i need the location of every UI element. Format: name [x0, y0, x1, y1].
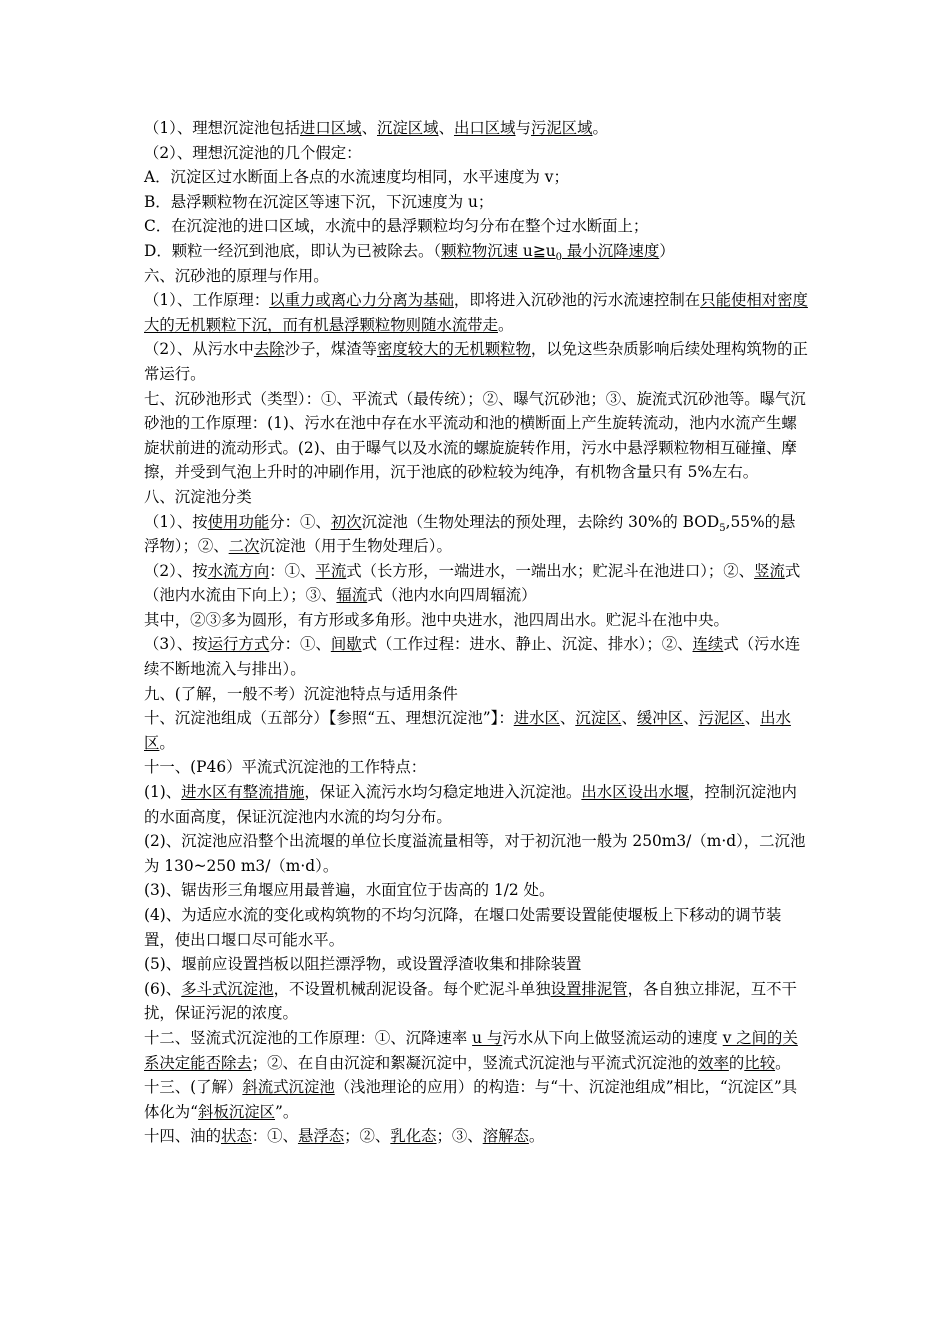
text-run: ，不设置机械刮泥设备。每个贮泥斗单独 — [273, 979, 551, 998]
subscript-text: 5 — [719, 522, 726, 534]
underlined-text: 运行方式 — [207, 635, 270, 654]
underlined-text: 使用功能 — [207, 512, 270, 531]
paragraph — [144, 755, 810, 780]
text-run: 、 — [438, 119, 454, 137]
underlined-text: 斜流式沉淀池 — [242, 1078, 335, 1097]
underlined-text: 平流 — [315, 561, 347, 580]
paragraph — [144, 903, 810, 952]
underlined-text: 效率 — [698, 1053, 729, 1072]
text-run: 沉淀池（生物处理法的预处理，去除约 30%的 BOD — [361, 512, 720, 531]
text-run: 其中，②③多为圆形，有方形或多角形。池中央进水，池四周出水。贮泥斗在池中央。 — [144, 610, 729, 629]
underlined-text: 状态 — [220, 1127, 252, 1146]
underlined-text: 沉淀区域 — [376, 119, 439, 137]
underlined-text: 去除 — [253, 340, 285, 359]
text-run: 九、(了解，一般不考）沉淀池特点与适用条件 — [144, 684, 458, 703]
text-run: ，各自独立排泥，互不干扰，保证污泥的浓度。 — [144, 979, 797, 1023]
underlined-text: u 与 — [472, 1028, 503, 1047]
underlined-text: 竖流 — [754, 561, 785, 580]
underlined-text: 颗粒物沉速 u≧u — [441, 241, 556, 260]
paragraph — [144, 632, 810, 681]
text-run: 的 — [728, 1053, 745, 1072]
text-run: 分：①、 — [269, 512, 331, 531]
paragraph — [144, 682, 810, 707]
text-run: 式（工作过程：进水、静止、沉淀、排水）；②、 — [361, 635, 693, 654]
underlined-text: 出水区设出水堰 — [581, 783, 690, 802]
paragraph — [144, 952, 810, 977]
text-run: ，即将进入沉砂池的污水流速控制在 — [453, 291, 701, 310]
text-run: (6)、 — [144, 979, 182, 998]
text-run: (1)、 — [144, 783, 182, 802]
text-run: 。 — [498, 315, 514, 334]
text-run: (4)、为适应水流的变化或构筑物的不均匀沉降，在堰口处需要设置能使堰板上下移动的调节装置，使出口堰口尽可能水平。 — [144, 906, 782, 949]
text-run: ；②、在自由沉淀和絮凝沉淀中，竖流式沉淀池与平流式沉淀池的 — [251, 1053, 699, 1072]
paragraph — [144, 878, 810, 903]
underlined-text: 污泥区域 — [530, 119, 593, 137]
underlined-text: v 之间的关系决定能否除去 — [144, 1028, 798, 1072]
underlined-text: 设置排泥管 — [550, 979, 628, 998]
underlined-text: 二次 — [228, 537, 260, 556]
text-run: 六、沉砂池的原理与作用。 — [144, 266, 329, 285]
text-run: (2)、沉淀池应沿整个出流堰的单位长度溢流量相等，对于初沉池一般为 250m3/（m·d），二沉池为 130~250 m3/（m·d）。 — [144, 832, 806, 875]
paragraph — [144, 829, 810, 878]
text-run: （2）、按 — [144, 561, 208, 580]
text-run: 、 — [361, 119, 377, 137]
paragraph — [144, 559, 810, 608]
text-run: （浅池理论的应用）的构造：与“十、沉淀池组成”相比，“沉淀区”具体化为“ — [144, 1078, 798, 1121]
underlined-text: 进口区域 — [300, 119, 362, 137]
paragraph — [144, 780, 810, 829]
underlined-text: 比较 — [744, 1053, 776, 1072]
paragraph — [144, 165, 810, 190]
paragraph — [144, 1075, 810, 1124]
document-body — [144, 116, 810, 1149]
text-run: 式（长方形，一端进水，一端出水；贮泥斗在池进口）；②、 — [346, 561, 755, 580]
underlined-text: 初次 — [330, 512, 362, 531]
paragraph — [144, 1124, 810, 1149]
text-run: 十三、(了解） — [144, 1078, 243, 1097]
text-run: 沙子，煤渣等 — [284, 340, 377, 359]
underlined-text: 水流方向 — [207, 561, 270, 580]
text-run: 十四、油的 — [144, 1127, 221, 1146]
underlined-text: 只能使相对密度大的无机颗粒下沉，而有机悬浮颗粒物则随水流带走 — [144, 291, 808, 334]
text-run: 、 — [683, 709, 699, 728]
text-run: ：①、 — [251, 1127, 298, 1146]
subscript-text: 0 — [555, 252, 563, 264]
text-run: 、 — [621, 709, 637, 728]
paragraph — [144, 214, 810, 239]
text-run: 分：①、 — [269, 635, 331, 654]
paragraph — [144, 1026, 810, 1075]
text-run: ，以免这些杂质影响后续处理构筑物的正常运行。 — [144, 340, 808, 383]
text-run: 沉淀池（用于生物处理后）。 — [259, 537, 452, 556]
paragraph — [144, 288, 810, 337]
underlined-text: 进水区有整流措施 — [181, 783, 305, 802]
underlined-text: 缓冲区 — [636, 709, 684, 728]
paragraph — [144, 141, 810, 166]
text-run: 与 — [515, 119, 531, 137]
underlined-text: 间歇 — [330, 635, 362, 654]
underlined-text: 斜板沉淀区 — [198, 1102, 276, 1121]
underlined-text: 悬浮态 — [297, 1127, 345, 1146]
text-run: （2）、理想沉淀池的几个假定： — [144, 143, 362, 162]
text-run: （3）、按 — [144, 635, 208, 654]
paragraph — [144, 337, 810, 386]
paragraph — [144, 977, 810, 1026]
paragraph — [144, 239, 810, 264]
underlined-text: 出水区 — [144, 709, 791, 752]
underlined-text: 最小沉降速度 — [562, 241, 660, 260]
paragraph — [144, 387, 810, 485]
text-run: ,55%的悬浮物）；②、 — [144, 512, 796, 556]
text-run: 式（池内水流由下向上）；③、 — [144, 561, 801, 605]
text-run: ，控制沉淀池内的水面高度，保证沉淀池内水流的均匀分布。 — [144, 783, 797, 826]
text-run: 八、沉淀池分类 — [144, 487, 252, 506]
text-run: (3)、锯齿形三角堰应用最普遍，水面宜位于齿高的 1/2 处。 — [144, 881, 555, 900]
text-run: B．悬浮颗粒物在沉淀区等速下沉，下沉速度为 u； — [144, 192, 494, 211]
text-run: 十、沉淀池组成（五部分）【参照“五、理想沉淀池”】： — [144, 709, 514, 728]
underlined-text: 多斗式沉淀池 — [181, 979, 274, 998]
paragraph — [144, 706, 810, 755]
underlined-text: 污泥区 — [698, 709, 745, 728]
text-run: ”。 — [275, 1102, 299, 1121]
text-run: （1）、按 — [144, 512, 208, 531]
text-run: ：①、 — [269, 561, 316, 580]
text-run: 。 — [528, 1127, 545, 1146]
text-run: 。 — [159, 733, 175, 752]
text-run: ） — [659, 241, 675, 260]
text-run: 污水从下向上做竖流运动的速度 — [502, 1028, 723, 1047]
text-run: 十二、竖流式沉淀池的工作原理：①、沉降速率 — [144, 1028, 473, 1047]
text-run: ；②、 — [344, 1127, 391, 1146]
text-run: （1）、理想沉淀池包括 — [144, 119, 300, 137]
text-run: 。 — [592, 119, 608, 137]
text-run: 、 — [559, 709, 576, 728]
text-run: ，保证入流污水均匀稳定地进入沉淀池。 — [304, 783, 582, 802]
text-run: ；③、 — [436, 1127, 483, 1146]
underlined-text: 溶解态 — [482, 1127, 529, 1146]
text-run: （1）、工作原理： — [144, 291, 270, 310]
text-run: A．沉淀区过水断面上各点的水流速度均相同，水平速度为 v； — [144, 168, 569, 187]
text-run: 式（污水连续不断地流入与排出）。 — [144, 635, 801, 679]
text-run: 七、沉砂池形式（类型）：①、平流式（最传统）；②、曝气沉砂池；③、旋流式沉砂池等。曝气沉砂池的工作原理：(1)、污水在池中存在水平流动和池的横断面上产生旋转流动，池内水流产生螺旋状前进的流动形式。(2)、由于曝气以及水流的螺旋旋转作用，污水中悬浮颗粒物相互碰撞、摩擦，并受到气泡上升时的冲刷作用，沉于池底的砂粒较为纯净，有机物含量只有 5%左右。 — [144, 389, 806, 482]
underlined-text: 进水区 — [513, 709, 560, 728]
text-run: 。 — [775, 1053, 791, 1072]
underlined-text: 辐流 — [336, 586, 368, 605]
paragraph — [144, 190, 810, 215]
underlined-text: 以重力或离心力分离为基础 — [269, 291, 454, 310]
paragraph — [144, 264, 810, 289]
underlined-text: 连续 — [692, 635, 724, 654]
text-run: 式（池内水向四周辐流） — [367, 586, 537, 605]
underlined-text: 乳化态 — [390, 1127, 437, 1146]
underlined-text: 出口区域 — [453, 119, 516, 137]
paragraph — [144, 485, 810, 510]
text-run: C．在沉淀池的进口区域，水流中的悬浮颗粒均匀分布在整个过水断面上； — [144, 217, 649, 236]
paragraph — [144, 116, 810, 141]
underlined-text: 沉淀区 — [575, 709, 622, 728]
paragraph — [144, 608, 810, 633]
text-run: 、 — [744, 709, 761, 728]
text-run: 十一、(P46）平流式沉淀池的工作特点： — [144, 758, 427, 777]
underlined-text: 密度较大的无机颗粒物 — [376, 340, 531, 359]
text-run: （2）、从污水中 — [144, 340, 254, 359]
paragraph — [144, 510, 810, 559]
text-run: (5)、堰前应设置挡板以阻拦漂浮物，或设置浮渣收集和排除装置 — [144, 955, 582, 974]
text-run: D．颗粒一经沉到池底，即认为已被除去。（ — [144, 241, 442, 260]
